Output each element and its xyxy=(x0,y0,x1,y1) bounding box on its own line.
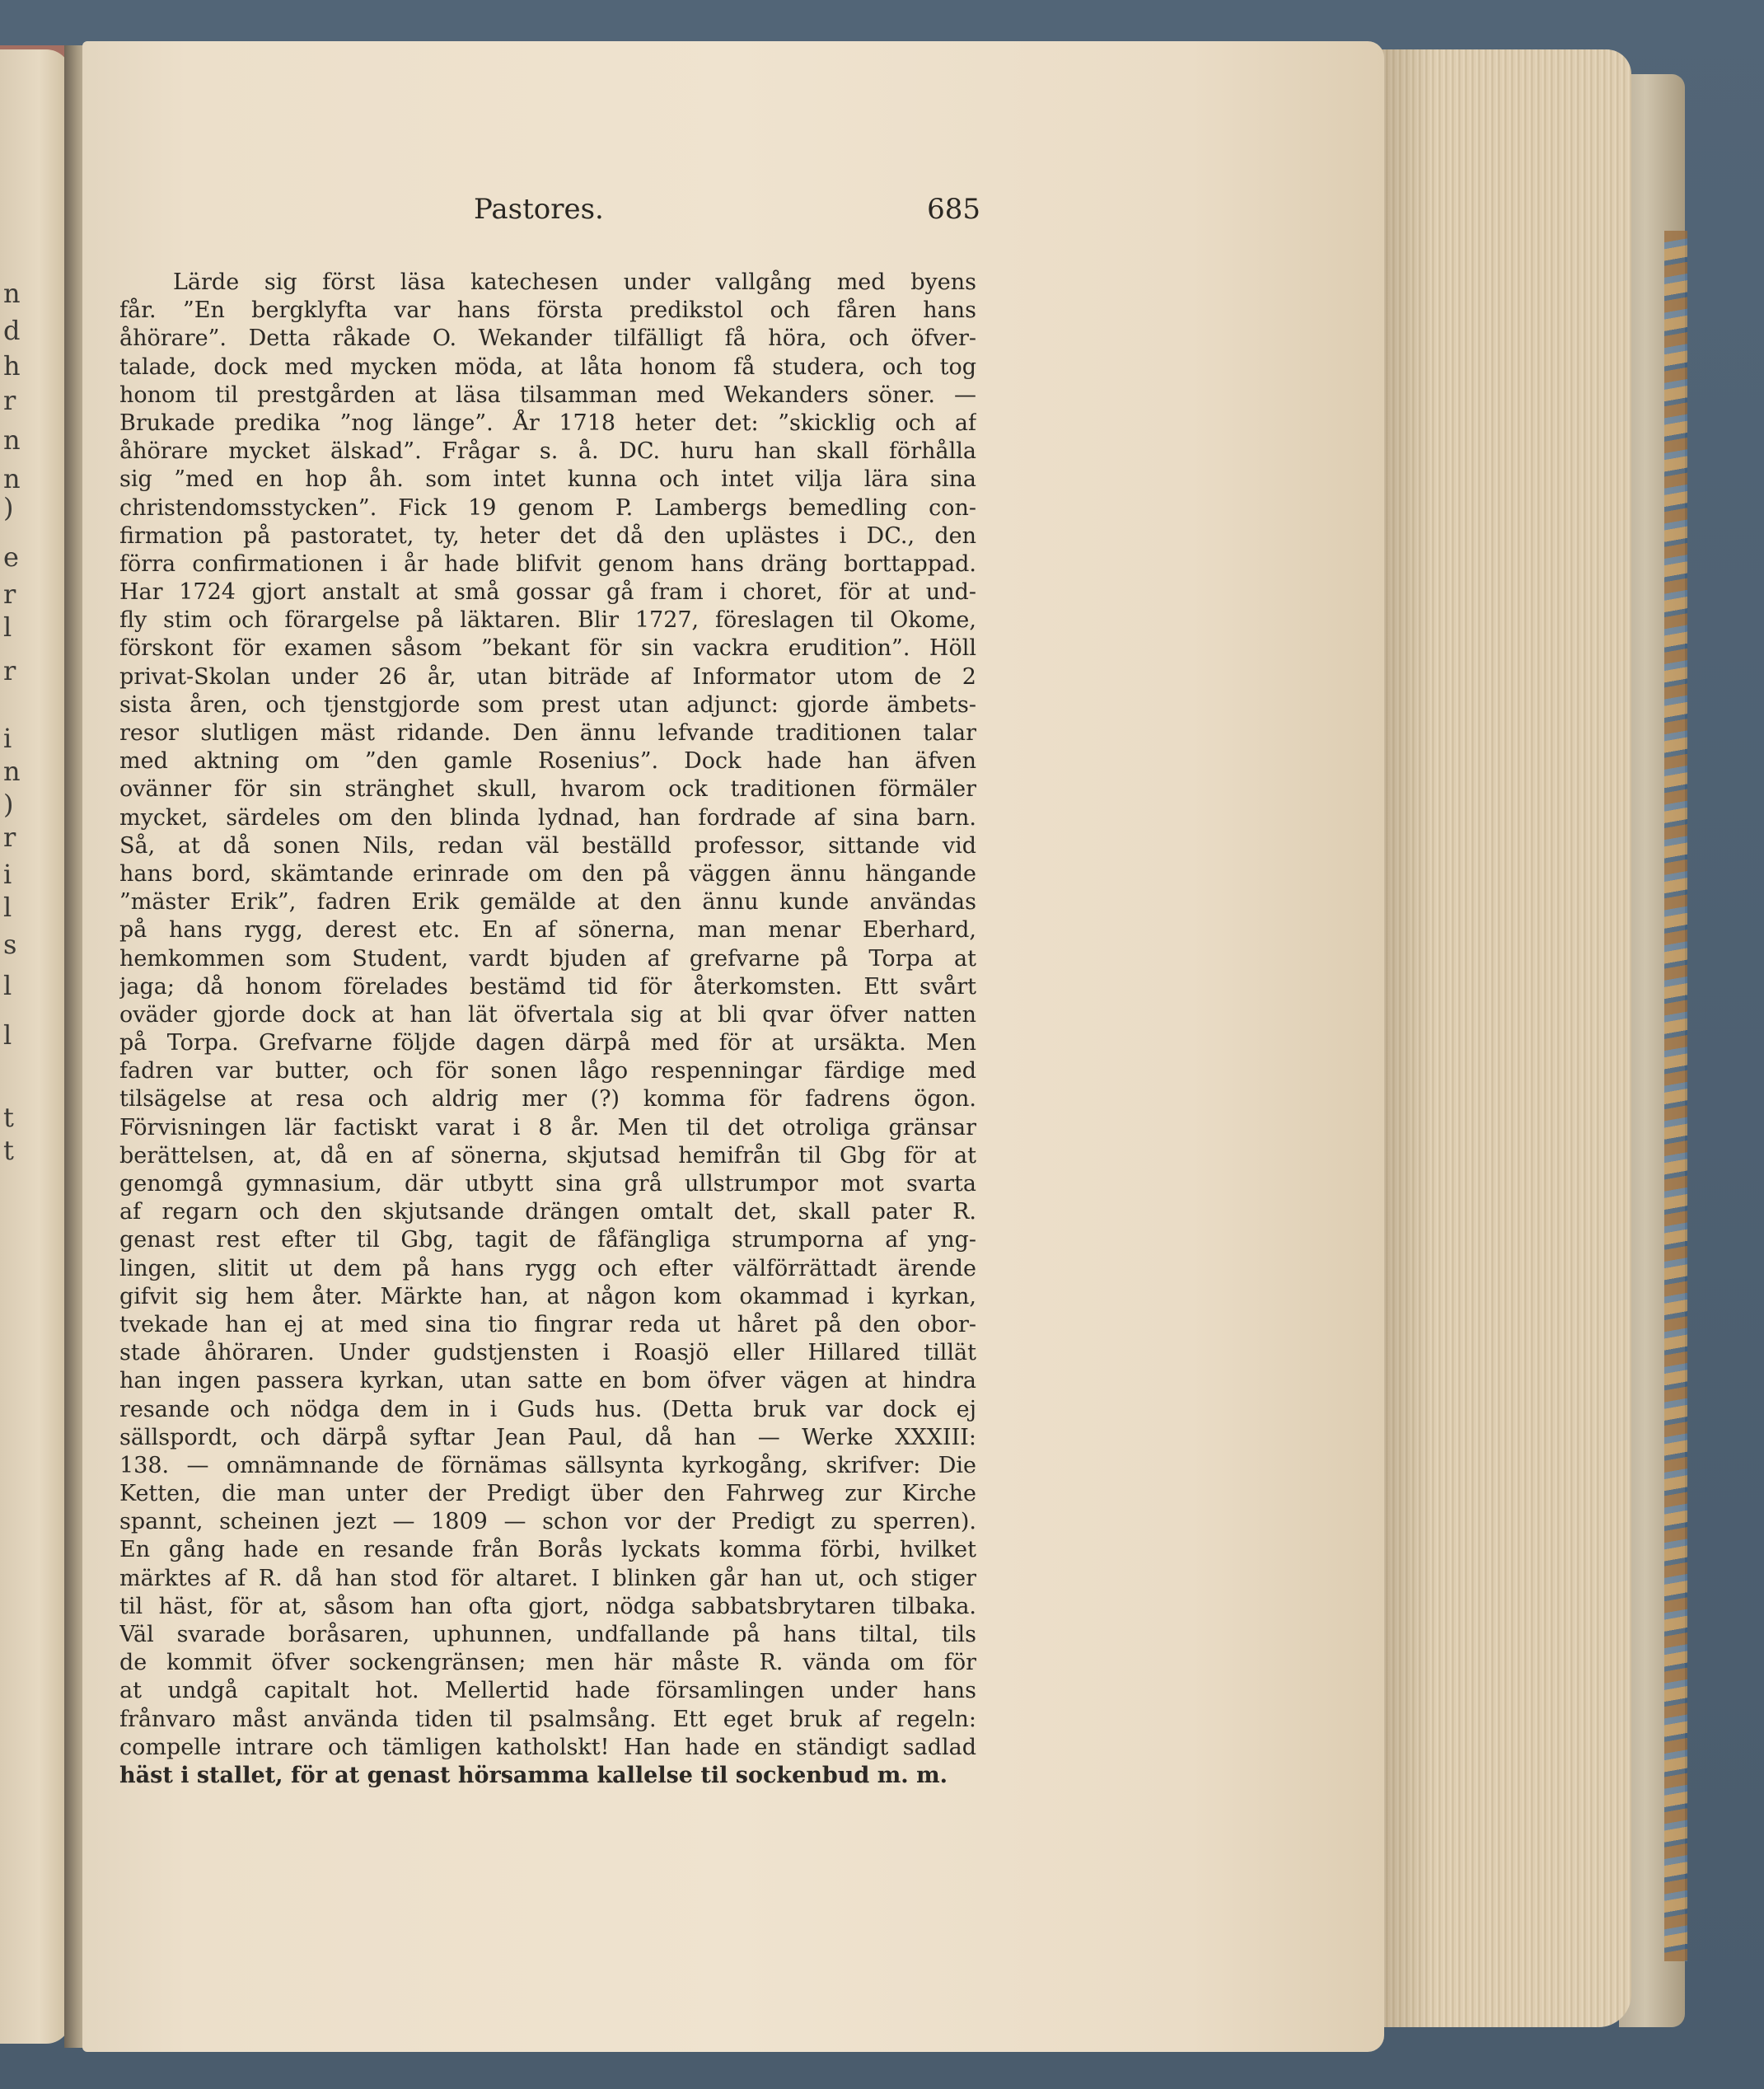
text-line: fadren var butter, och för sonen lågo respenningar färdige med xyxy=(119,1058,976,1084)
left-margin-char: t xyxy=(3,1135,14,1166)
left-margin-char: r xyxy=(3,822,16,853)
text-line: Förvisningen lär factiskt varat i 8 år. Men til det otroliga gränsar xyxy=(119,1114,976,1141)
text-line: privat-Skolan under 26 år, utan biträde af Informator utom de 2 xyxy=(119,663,976,690)
marbled-endpaper xyxy=(1664,231,1687,1961)
text-line: på Torpa. Grefvarne följde dagen därpå med för at ursäkta. Men xyxy=(119,1030,976,1056)
text-line: hemkommen som Student, vardt bjuden af grefvarne på Torpa at xyxy=(119,945,976,972)
text-line: hans bord, skämtande erinrade om den på väggen ännu hängande xyxy=(119,860,976,887)
text-line: Så, at då sonen Nils, redan väl beställd professor, sittande vid xyxy=(119,832,976,859)
text-line: ”mäster Erik”, fadren Erik gemälde at den ännu kunde användas xyxy=(119,889,976,916)
left-margin-char: l xyxy=(3,892,12,923)
text-line: förskont för examen såsom ”bekant för sin vackra erudition”. Höll xyxy=(119,635,976,662)
left-margin-char: ) xyxy=(3,789,14,820)
running-head xyxy=(474,193,980,229)
text-line: åhörare”. Detta råkade O. Wekander tilfälligt få höra, och öfver- xyxy=(119,326,976,352)
text-line: til häst, för at, såsom han ofta gjort, nödga sabbatsbrytaren tilbaka. xyxy=(119,1593,976,1619)
body-text xyxy=(119,269,976,1790)
left-margin-char: e xyxy=(3,541,19,573)
text-line: gifvit sig hem åter. Märkte han, at någon kom okammad i kyrkan, xyxy=(119,1283,976,1309)
left-margin-char: i xyxy=(3,859,12,890)
running-title: Pastores. xyxy=(474,193,604,226)
text-line: han ingen passera kyrkan, utan satte en bom öfver vägen at hindra xyxy=(119,1368,976,1394)
text-line: åhörare mycket älskad”. Frågar s. å. DC. huru han skall förhålla xyxy=(119,438,976,465)
text-line: lingen, slitit ut dem på hans rygg och efter välförrättadt ärende xyxy=(119,1255,976,1281)
text-line: compelle intrare och tämligen katholskt! Han hade en ständigt sadlad xyxy=(119,1734,976,1760)
text-line: Väl svarade boråsaren, uphunnen, undfallande på hans tiltal, tils xyxy=(119,1622,976,1647)
left-margin-char: n xyxy=(3,424,21,456)
text-line: sig ”med en hop åh. som intet kunna och intet vilja lära sina xyxy=(119,466,976,493)
left-margin-char: n xyxy=(3,463,21,494)
page-number: 685 xyxy=(927,193,980,226)
text-line: mycket, särdeles om den blinda lydnad, han fordrade af sina barn. xyxy=(119,804,976,831)
text-line: sällspordt, och därpå syftar Jean Paul, då han — Werke XXXIII: xyxy=(119,1424,976,1450)
text-line: honom til prestgården at läsa tilsamman med Wekanders söner. — xyxy=(119,382,976,408)
text-line: förra confirmationen i år hade blifvit genom hans dräng borttappad. xyxy=(119,550,976,577)
left-margin-char: n xyxy=(3,278,21,309)
text-line: resor slutligen mäst ridande. Den ännu lefvande traditionen talar xyxy=(119,720,976,746)
text-line: frånvaro måst använda tiden til psalmsång. Ett eget bruk af regeln: xyxy=(119,1706,976,1732)
text-line: de kommit öfver sockengränsen; men här måste R. vända om för xyxy=(119,1650,976,1676)
left-margin-char: r xyxy=(3,385,16,416)
text-line: christendomsstycken”. Fick 19 genom P. Lambergs bemedling con- xyxy=(119,494,976,521)
text-line: på hans rygg, derest etc. En af sönerna, man menar Eberhard, xyxy=(119,917,976,944)
left-margin-char: d xyxy=(3,315,21,346)
text-line: berättelsen, at, då en af sönerna, skjutsad hemifrån til Gbg för at xyxy=(119,1142,976,1169)
left-margin-char: l xyxy=(3,1019,12,1051)
text-line: genast rest efter til Gbg, tagit de fåfängliga strumporna af yng- xyxy=(119,1227,976,1253)
text-line: får. ”En bergklyfta var hans första predikstol och fåren hans xyxy=(119,297,976,324)
text-line: Lärde sig först läsa katechesen under vallgång med byens xyxy=(173,269,976,295)
left-margin-char: t xyxy=(3,1102,14,1133)
text-line: häst i stallet, för at genast hörsamma kallelse til sockenbud m. m. xyxy=(119,1762,948,1788)
left-margin-char: l xyxy=(3,970,12,1001)
text-line: tilsägelse at resa och aldrig mer (?) komma för fadrens ögon. xyxy=(119,1086,976,1112)
text-line: genomgå gymnasium, där utbytt sina grå ullstrumpor mot svarta xyxy=(119,1171,976,1197)
text-line: 138. — omnämnande de förnämas sällsynta kyrkogång, skrifver: Die xyxy=(119,1452,976,1478)
left-margin-char: s xyxy=(3,929,17,960)
left-page-edge xyxy=(0,49,71,2044)
left-margin-char: i xyxy=(3,723,12,754)
text-line: sista åren, och tjenstgjorde som prest utan adjunct: gjorde ämbets- xyxy=(119,691,976,718)
left-margin-char: n xyxy=(3,756,21,787)
text-line: oväder gjorde dock at han lät öfvertala sig at bli qvar öfver natten xyxy=(119,1001,976,1028)
left-margin-char: ) xyxy=(3,492,14,523)
left-margin-char: l xyxy=(3,611,12,643)
text-line: En gång hade en resande från Borås lyckats komma förbi, hvilket xyxy=(119,1537,976,1563)
text-line: Ketten, die man unter der Predigt über den Fahrweg zur Kirche xyxy=(119,1481,976,1507)
text-line: af regarn och den skjutsande drängen omtalt det, skall pater R. xyxy=(119,1199,976,1225)
text-line: firmation på pastoratet, ty, heter det då den uplästes i DC., den xyxy=(119,522,976,549)
text-line: spannt, scheinen jezt — 1809 — schon vor der Predigt zu sperren). xyxy=(119,1509,976,1535)
left-margin-char: r xyxy=(3,578,16,610)
text-line: stade åhöraren. Under gudstjensten i Roasjö eller Hillared tillät xyxy=(119,1340,976,1366)
text-line: fly stim och förargelse på läktaren. Blir 1727, föreslagen til Okome, xyxy=(119,607,976,634)
text-line: tvekade han ej at med sina tio fingrar reda ut håret på den obor- xyxy=(119,1311,976,1337)
left-margin-char: h xyxy=(3,350,21,382)
text-line: at undgå capitalt hot. Mellertid hade församlingen under hans xyxy=(119,1678,976,1704)
text-line: jaga; då honom förelades bestämd tid för återkomsten. Ett svårt xyxy=(119,973,976,1000)
text-line: med aktning om ”den gamle Rosenius”. Dock hade han äfven xyxy=(119,748,976,775)
text-line: märktes af R. då han stod för altaret. I blinken går han ut, och stiger xyxy=(119,1565,976,1591)
text-line: Brukade predika ”nog länge”. År 1718 heter det: ”skicklig och af xyxy=(119,410,976,436)
left-margin-char: r xyxy=(3,655,16,686)
text-line: talade, dock med mycken möda, at låta honom få studera, och tog xyxy=(119,354,976,380)
text-line: Har 1724 gjort anstalt at små gossar gå fram i choret, för at und- xyxy=(119,579,976,606)
text-line: ovänner för sin stränghet skull, hvarom ock traditionen förmäler xyxy=(119,776,976,803)
text-line: resande och nödga dem in i Guds hus. (Detta bruk var dock ej xyxy=(119,1396,976,1422)
